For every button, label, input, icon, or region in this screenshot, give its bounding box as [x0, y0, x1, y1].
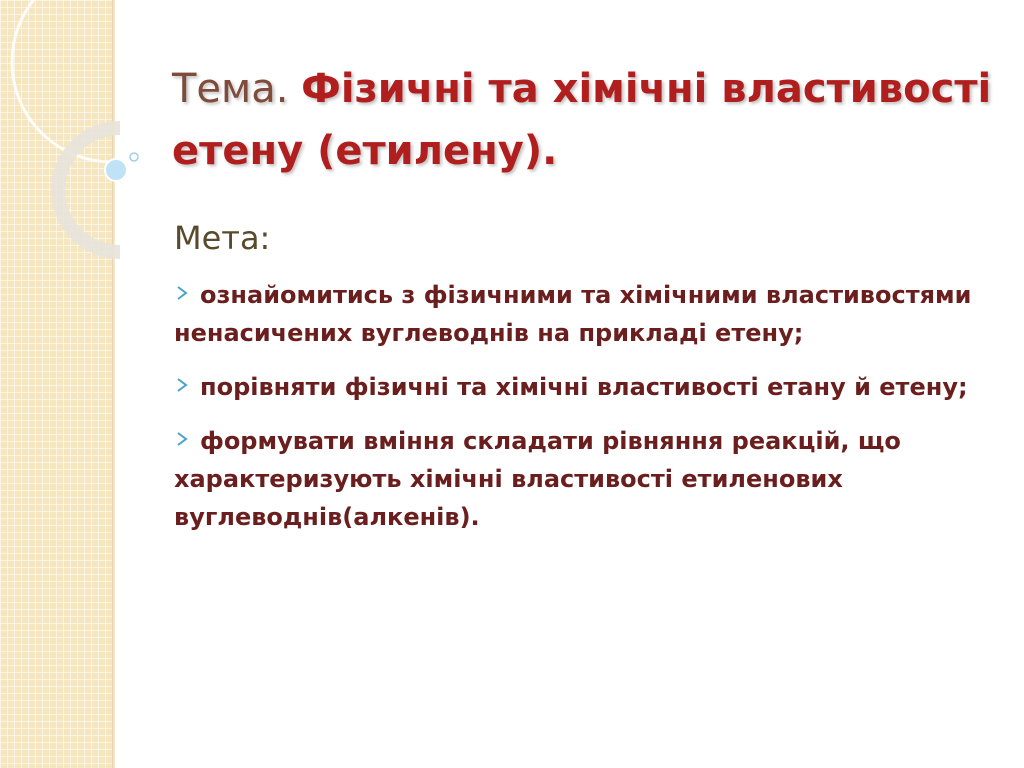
goal-label: Мета: [174, 219, 271, 257]
list-item [174, 422, 984, 536]
bullet-text: порівняти фізичні та хімічні властивості етану й етену; [200, 373, 968, 401]
goal-list [174, 276, 984, 536]
title-main: Фізичні та хімічні властивості етену (етилену). [172, 66, 992, 174]
chevron-right-icon [174, 377, 190, 393]
bullet-text: формувати вміння складати рівняння реакцій, що характеризують хімічні властивості етиленових вуглеводнів(алкенів). [174, 427, 901, 531]
chevron-right-icon [174, 431, 190, 447]
chevron-right-icon [174, 285, 190, 301]
list-item [174, 368, 984, 406]
blue-dot [105, 159, 127, 181]
bullet-text: ознайомитись з фізичними та хімічними властивостями ненасичених вуглеводнів на прикладі етену; [174, 281, 972, 347]
list-item [174, 276, 984, 352]
thick-arc [58, 128, 120, 252]
decorative-circles [0, 0, 160, 260]
title-prefix: Тема. [172, 66, 289, 112]
slide-title [172, 58, 992, 182]
slide-content [174, 214, 984, 552]
